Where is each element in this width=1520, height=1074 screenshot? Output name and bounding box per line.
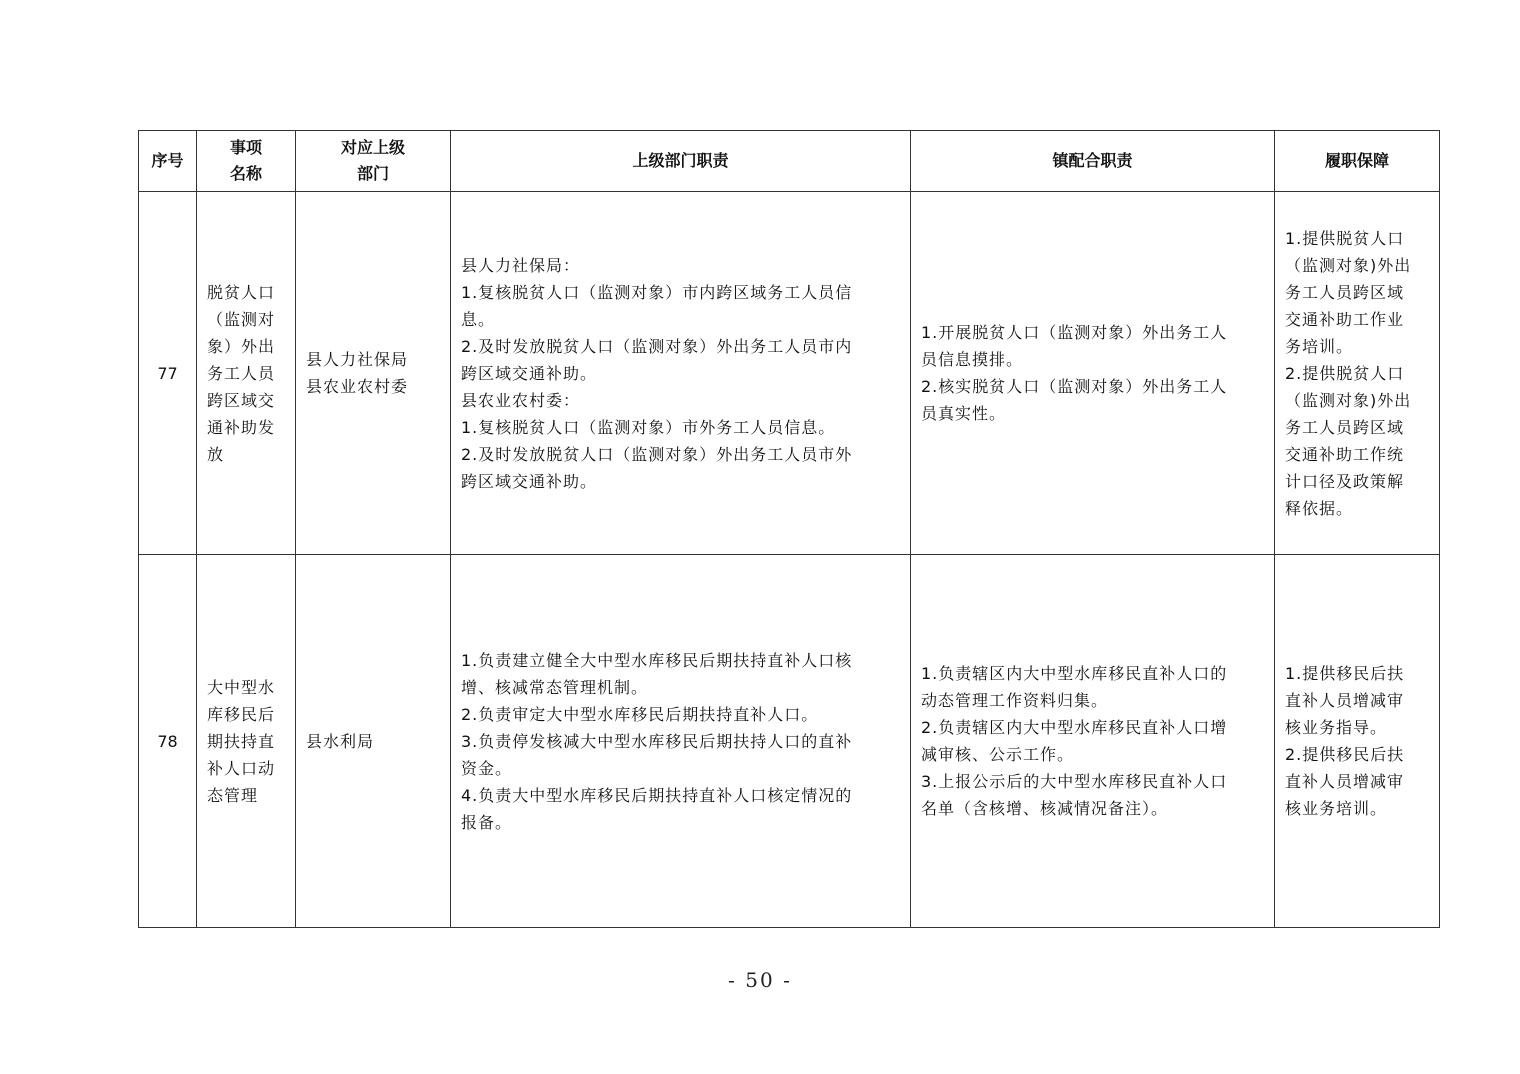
- header-dept: [296, 131, 451, 192]
- header-town-duty: 镇配合职责: [911, 131, 1275, 192]
- header-item-line: 名称: [229, 164, 262, 183]
- text-line: 通补助发: [207, 417, 276, 437]
- text-line: 3.负责停发核减大中型水库移民后期扶持人口的直补: [461, 731, 853, 751]
- text-line: 核业务培训。: [1285, 799, 1388, 818]
- table-row: [139, 192, 1440, 555]
- text-line: 2.提供脱贫人口: [1285, 363, 1405, 383]
- text-line: 直补人员增减审: [1285, 772, 1405, 791]
- page-number: - 50 -: [728, 968, 792, 992]
- row-seq: 77: [139, 192, 197, 555]
- text-line: 期扶持直: [207, 731, 276, 751]
- row-town-duty: [911, 555, 1275, 928]
- header-dept-line: 对应上级: [340, 138, 405, 157]
- text-line: 2.负责审定大中型水库移民后期扶持直补人口。: [461, 704, 819, 724]
- text-line: 1.复核脱贫人口（监测对象）市外务工人员信息。: [461, 417, 836, 437]
- text-line: 直补人员增减审: [1285, 691, 1405, 710]
- header-guarantee: 履职保障: [1275, 131, 1440, 192]
- table-header-row: [139, 131, 1440, 192]
- text-line: 2.提供移民后扶: [1285, 745, 1405, 764]
- text-line: 2.及时发放脱贫人口（监测对象）外出务工人员市外: [461, 444, 853, 464]
- row-item-name: [197, 555, 296, 928]
- text-line: 补人口动: [207, 758, 276, 778]
- responsibility-table: [138, 130, 1440, 928]
- row-seq: 78: [139, 555, 197, 928]
- row-upper-duty: [451, 555, 911, 928]
- row-town-duty: [911, 192, 1275, 555]
- text-line: 1.提供移民后扶: [1285, 664, 1405, 683]
- text-line: 态管理: [207, 785, 259, 805]
- header-item-line: 事项: [229, 138, 262, 157]
- row-upper-duty: [451, 192, 911, 555]
- text-line: 4.负责大中型水库移民后期扶持直补人口核定情况的: [461, 785, 853, 805]
- text-line: 脱贫人口: [207, 282, 276, 302]
- text-line: 1.提供脱贫人口: [1285, 228, 1405, 248]
- table-row: [139, 555, 1440, 928]
- header-upper-duty: 上级部门职责: [451, 131, 911, 192]
- text-line: 交通补助工作业: [1285, 309, 1405, 329]
- text-line: 县人力社保局：: [461, 255, 581, 275]
- text-line: 1.开展脱贫人口（监测对象）外出务工人: [921, 323, 1228, 342]
- text-line: 库移民后: [207, 704, 276, 724]
- row-item-name: [197, 192, 296, 555]
- text-line: 大中型水: [207, 677, 276, 697]
- text-line: 1.负责建立健全大中型水库移民后期扶持直补人口核: [461, 650, 853, 670]
- text-line: （监测对: [207, 309, 276, 329]
- text-line: 务工人员: [207, 363, 276, 383]
- text-line: 县农业农村委: [306, 377, 409, 396]
- text-line: 1.复核脱贫人口（监测对象）市内跨区域务工人员信: [461, 282, 853, 302]
- text-line: 放: [207, 444, 225, 464]
- text-line: 资金。: [461, 758, 513, 778]
- text-line: 跨区域交通补助。: [461, 363, 598, 383]
- text-line: 释依据。: [1285, 498, 1354, 518]
- header-seq: 序号: [139, 131, 197, 192]
- text-line: 2.及时发放脱贫人口（监测对象）外出务工人员市内: [461, 336, 853, 356]
- text-line: 1.负责辖区内大中型水库移民直补人口的: [921, 664, 1228, 683]
- text-line: 2.负责辖区内大中型水库移民直补人口增: [921, 718, 1228, 737]
- text-line: 2.核实脱贫人口（监测对象）外出务工人: [921, 377, 1228, 396]
- row-guarantee: [1275, 192, 1440, 555]
- text-line: 象）外出: [207, 336, 276, 356]
- text-line: （监测对象)外出: [1285, 390, 1412, 410]
- text-line: 核业务指导。: [1285, 718, 1388, 737]
- header-item-name: [197, 131, 296, 192]
- text-line: 息。: [461, 309, 496, 329]
- text-line: 员信息摸排。: [921, 350, 1024, 369]
- text-line: 务培训。: [1285, 336, 1354, 356]
- text-line: 动态管理工作资料归集。: [921, 691, 1109, 710]
- text-line: 务工人员跨区域: [1285, 417, 1405, 437]
- text-line: （监测对象)外出: [1285, 255, 1412, 275]
- header-dept-line: 部门: [356, 164, 389, 183]
- text-line: 跨区域交: [207, 390, 276, 410]
- text-line: 增、核减常态管理机制。: [461, 677, 649, 697]
- text-line: 报备。: [461, 812, 513, 832]
- row-guarantee: [1275, 555, 1440, 928]
- row-dept: [296, 555, 451, 928]
- text-line: 计口径及政策解: [1285, 471, 1405, 491]
- text-line: 名单（含核增、核减情况备注）。: [921, 799, 1169, 818]
- text-line: 减审核、公示工作。: [921, 745, 1075, 764]
- text-line: 3.上报公示后的大中型水库移民直补人口: [921, 772, 1228, 791]
- text-line: 员真实性。: [921, 404, 1007, 423]
- text-line: 县农业农村委：: [461, 390, 581, 410]
- text-line: 县水利局: [306, 731, 375, 751]
- text-line: 县人力社保局: [306, 350, 409, 369]
- text-line: 务工人员跨区域: [1285, 282, 1405, 302]
- text-line: 交通补助工作统: [1285, 444, 1405, 464]
- text-line: 跨区域交通补助。: [461, 471, 598, 491]
- row-dept: [296, 192, 451, 555]
